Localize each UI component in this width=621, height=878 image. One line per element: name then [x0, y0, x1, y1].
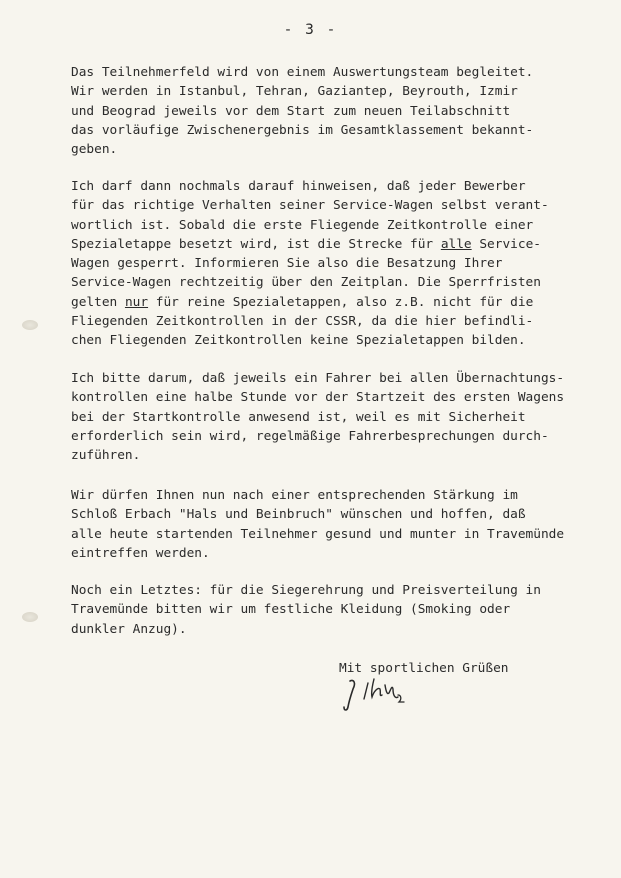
text-line: erforderlich sein wird, regelmäßige Fahrerbesprechungen durch- [71, 428, 549, 444]
text-line: Wir dürfen Ihnen nun nach einer entsprechenden Stärkung im [71, 488, 518, 503]
paragraph-1 [71, 63, 533, 159]
paragraph-4 [71, 486, 564, 563]
closing-salutation: Mit sportlichen Grüßen [339, 661, 509, 676]
text-line: für das richtige Verhalten seiner Service-Wagen selbst verant- [71, 198, 549, 214]
page-number: - 3 - [283, 22, 338, 38]
text-line: Ich bitte darum, daß jeweils ein Fahrer bei allen Übernachtungs- [71, 371, 565, 386]
text-line: alle heute startenden Teilnehmer gesund und munter in Travemünde [71, 526, 565, 542]
text-line: das vorläufige Zwischenergebnis im Gesamtklassement bekannt- [71, 122, 534, 138]
punch-hole [22, 612, 38, 622]
text-line: wortlich ist. Sobald die erste Fliegende Zeitkontrolle einer [71, 217, 534, 233]
text-line: Das Teilnehmerfeld wird von einem Auswertungsteam begleitet. [71, 65, 534, 80]
signature [340, 675, 430, 715]
text-line: Service-Wagen rechtzeitig über den Zeitplan. Die Sperrfristen [71, 275, 541, 291]
text-line: Fliegenden Zeitkontrollen in der CSSR, da die hier befindli- [71, 314, 534, 330]
text-line: und Beograd jeweils vor dem Start zum neuen Teilabschnitt [71, 103, 511, 119]
underlined-word: nur [124, 294, 149, 310]
underlined-word: alle [440, 236, 472, 252]
text-line: zuführen. [71, 448, 141, 464]
text-line: kontrollen eine halbe Stunde vor der Startzeit des ersten Wagens [71, 390, 565, 406]
text-line: Schloß Erbach "Hals und Beinbruch" wünschen und hoffen, daß [71, 507, 526, 523]
text-line: gelten nur für reine Spezialetappen, also z.B. nicht für die [71, 294, 534, 310]
paragraph-5 [71, 581, 541, 639]
text-line: chen Fliegenden Zeitkontrollen keine Spezialetappen bilden. [71, 333, 526, 349]
text-line: bei der Startkontrolle anwesend ist, weil es mit Sicherheit [71, 409, 526, 425]
text-line: geben. [71, 142, 118, 158]
text-line: Spezialetappe besetzt wird, ist die Strecke für alle Service- [71, 236, 541, 252]
paragraph-2 [71, 177, 549, 351]
punch-hole [22, 320, 38, 330]
text-line: dunkler Anzug). [71, 621, 187, 637]
text-line: Travemünde bitten wir um festliche Kleidung (Smoking oder [71, 602, 511, 618]
text-line: Wir werden in Istanbul, Tehran, Gaziantep, Beyrouth, Izmir [71, 84, 518, 100]
text-line: Wagen gesperrt. Informieren Sie also die Besatzung Ihrer [71, 256, 503, 272]
text-line: Noch ein Letztes: für die Siegerehrung und Preisverteilung in [71, 583, 541, 598]
paragraph-3 [71, 369, 564, 465]
text-line: eintreffen werden. [71, 545, 210, 561]
text-line: Ich darf dann nochmals darauf hinweisen, daß jeder Bewerber [71, 179, 526, 194]
